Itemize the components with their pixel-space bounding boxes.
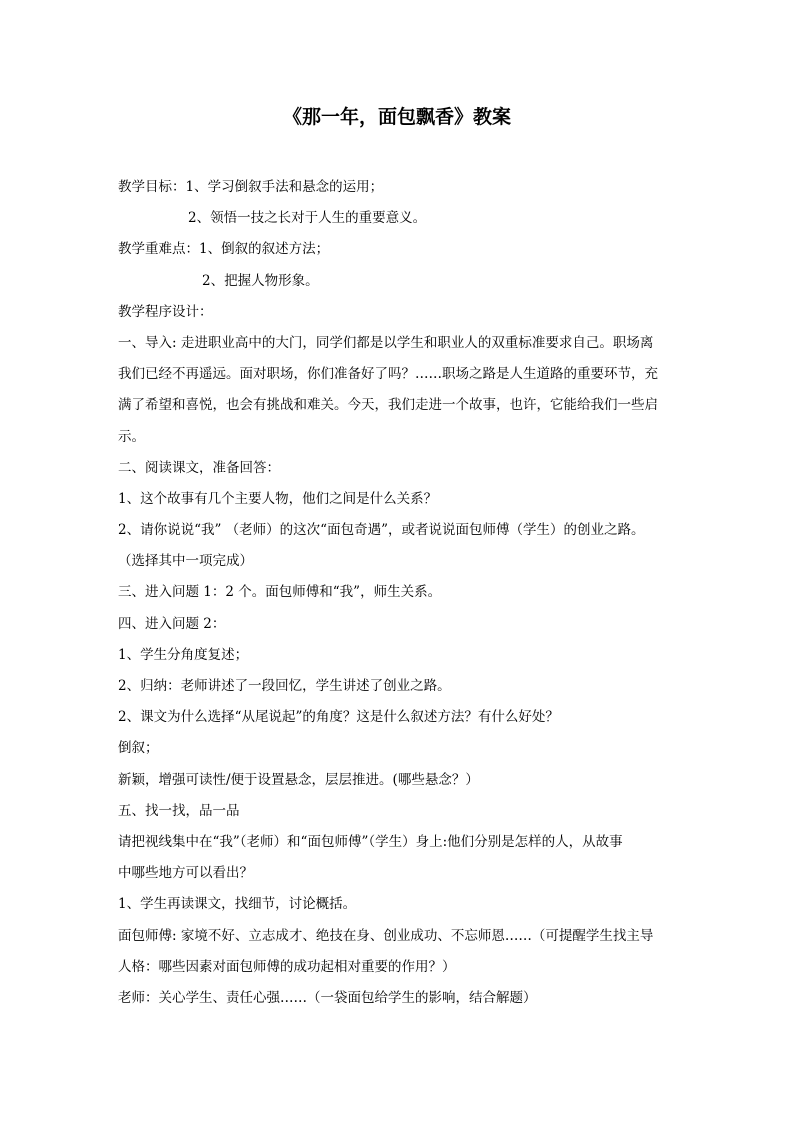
document-body xyxy=(118,172,698,1014)
section-heading: 四、进入问题 2： xyxy=(118,615,226,632)
paragraph-line: （选择其中一项完成） xyxy=(118,553,253,570)
list-item: 2、归纳：老师讲述了一段回忆，学生讲述了创业之路。 xyxy=(118,678,451,694)
paragraph-line: 满了希望和喜悦，也会有挑战和难关。今天，我们走进一个故事，也许，它能给我们一些启 xyxy=(118,397,658,414)
list-item: 2、课文为什么选择“从尾说起”的角度？这是什么叙述方法？有什么好处？ xyxy=(118,709,559,726)
paragraph-line: 示。 xyxy=(118,428,145,445)
paragraph-line: 面包师傅: 家境不好、立志成才、绝技在身、创业成功、不忘师恩……（可提醒学生找主导 xyxy=(118,927,654,944)
paragraph-line: 老师：关心学生、责任心强……（一袋面包给学生的影响，结合解题） xyxy=(118,989,537,1006)
paragraph-line: 我们已经不再遥远。面对职场，你们准备好了吗？……职场之路是人生道路的重要环节，充 xyxy=(118,366,658,383)
question-item: 2、请你说说“我” （老师）的这次“面包奇遇”，或者说说面包师傅（学生）的创业之路。 xyxy=(118,522,645,539)
teaching-goal-2: 2、领悟一技之长对于人生的重要意义。 xyxy=(188,210,427,227)
section-heading: 三、进入问题 1：2 个。面包师傅和“我”，师生关系。 xyxy=(118,584,442,601)
list-item: 1、学生分角度复述； xyxy=(118,646,249,663)
paragraph-line: 新颖，增强可读性/便于设置悬念，层层推进。(哪些悬念？） xyxy=(118,771,479,788)
key-point-2: 2、把握人物形象。 xyxy=(202,272,319,289)
teaching-goal-1: 教学目标：1、学习倒叙手法和悬念的运用； xyxy=(118,179,384,195)
section-heading: 五、找一找，品一品 xyxy=(118,802,240,819)
paragraph-line: 中哪些地方可以看出？ xyxy=(118,865,253,882)
section-heading: 二、阅读课文，准备回答： xyxy=(118,459,280,476)
procedure-heading: 教学程序设计： xyxy=(118,303,213,320)
paragraph-line: 倒叙； xyxy=(118,740,159,757)
question-item: 1、这个故事有几个主要人物，他们之间是什么关系？ xyxy=(118,490,438,507)
paragraph-line: 人格：哪些因素对面包师傅的成功起相对重要的作用？） xyxy=(118,958,456,975)
document-title: 《那一年，面包飘香》教案 xyxy=(282,106,511,128)
paragraph-line: 请把视线集中在“我”（老师）和“面包师傅”（学生）身上:他们分别是怎样的人，从故事 xyxy=(118,833,623,850)
paragraph-line: 一、导入: 走进职业高中的大门，同学们都是以学生和职业人的双重标准要求自己。职场离 xyxy=(118,334,654,351)
list-item: 1、学生再读课文，找细节，讨论概括。 xyxy=(118,896,357,913)
key-point-1: 教学重难点：1、倒叙的叙述方法； xyxy=(118,241,330,258)
